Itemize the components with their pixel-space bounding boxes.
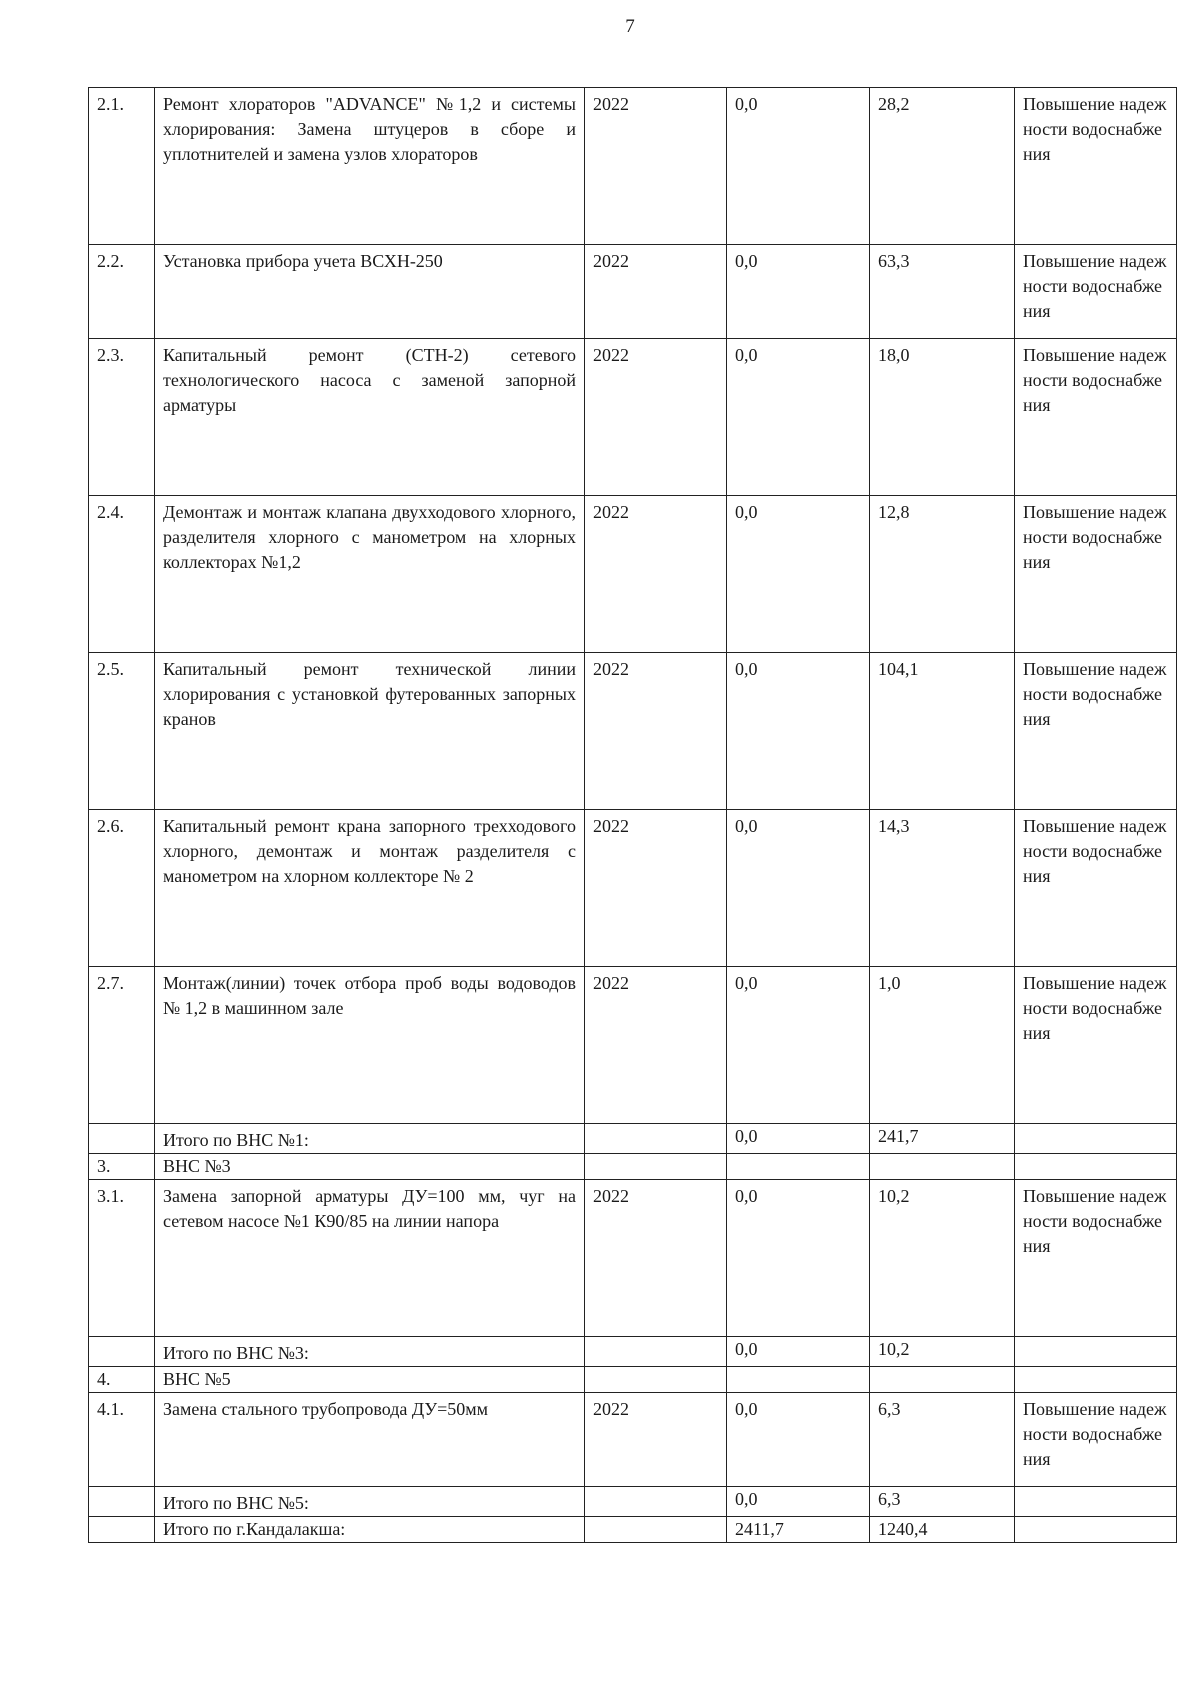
value-2-cell: 1,0 xyxy=(870,967,1015,1124)
value-1-cell: 0,0 xyxy=(727,88,870,245)
value-1-cell: 0,0 xyxy=(727,1393,870,1487)
measure-name: Замена стального трубопровода ДУ=50мм xyxy=(155,1393,585,1487)
year-cell: 2022 xyxy=(585,810,727,967)
table-row xyxy=(89,245,1177,339)
row-number xyxy=(89,1337,155,1367)
year-cell xyxy=(585,1337,727,1367)
value-2-cell xyxy=(870,1154,1015,1180)
year-cell xyxy=(585,1154,727,1180)
value-2-cell: 63,3 xyxy=(870,245,1015,339)
row-number: 2.1. xyxy=(89,88,155,245)
row-number: 4.1. xyxy=(89,1393,155,1487)
value-2-cell: 12,8 xyxy=(870,496,1015,653)
purpose-cell: Повышение надежности водоснабжения xyxy=(1015,1393,1177,1487)
row-number: 2.5. xyxy=(89,653,155,810)
subtotal-row xyxy=(89,1124,1177,1154)
purpose-cell xyxy=(1015,1367,1177,1393)
table-row xyxy=(89,653,1177,810)
table-row xyxy=(89,810,1177,967)
measure-name: Капитальный ремонт (СТН-2) сетевого технологического насоса с заменой запорной арматуры xyxy=(155,339,585,496)
value-1-cell: 0,0 xyxy=(727,1337,870,1367)
value-1-cell: 0,0 xyxy=(727,496,870,653)
year-cell xyxy=(585,1124,727,1154)
value-1-cell: 2411,7 xyxy=(727,1517,870,1543)
purpose-cell: Повышение надежности водоснабжения xyxy=(1015,339,1177,496)
page-number: 7 xyxy=(625,16,635,37)
table-row xyxy=(89,1180,1177,1337)
year-cell: 2022 xyxy=(585,653,727,810)
table-row xyxy=(89,496,1177,653)
table-row xyxy=(89,1393,1177,1487)
row-number xyxy=(89,1487,155,1517)
purpose-cell xyxy=(1015,1337,1177,1367)
value-1-cell: 0,0 xyxy=(727,810,870,967)
section-title: ВНС №3 xyxy=(155,1154,585,1180)
measure-name: Монтаж(линии) точек отбора проб воды водоводов № 1,2 в машинном зале xyxy=(155,967,585,1124)
measure-name: Ремонт хлораторов "ADVANCE" №1,2 и системы хлорирования: Замена штуцеров в сборе и уплотнителей и замена узлов хлораторов xyxy=(155,88,585,245)
value-2-cell: 28,2 xyxy=(870,88,1015,245)
value-1-cell: 0,0 xyxy=(727,653,870,810)
table-row xyxy=(89,339,1177,496)
year-cell xyxy=(585,1487,727,1517)
purpose-cell: Повышение надежности водоснабжения xyxy=(1015,88,1177,245)
subtotal-label: Итого по ВНС №5: xyxy=(155,1487,585,1517)
row-number: 2.7. xyxy=(89,967,155,1124)
year-cell: 2022 xyxy=(585,967,727,1124)
year-cell xyxy=(585,1517,727,1543)
value-2-cell: 241,7 xyxy=(870,1124,1015,1154)
purpose-cell: Повышение надежности водоснабжения xyxy=(1015,810,1177,967)
year-cell: 2022 xyxy=(585,1393,727,1487)
subtotal-row xyxy=(89,1337,1177,1367)
year-cell: 2022 xyxy=(585,1180,727,1337)
value-2-cell: 10,2 xyxy=(870,1337,1015,1367)
year-cell: 2022 xyxy=(585,245,727,339)
year-cell xyxy=(585,1367,727,1393)
section-number: 3. xyxy=(89,1154,155,1180)
section-row xyxy=(89,1367,1177,1393)
value-2-cell: 6,3 xyxy=(870,1487,1015,1517)
measures-table xyxy=(88,87,1177,1543)
row-number xyxy=(89,1517,155,1543)
year-cell: 2022 xyxy=(585,339,727,496)
purpose-cell: Повышение надежности водоснабжения xyxy=(1015,496,1177,653)
value-1-cell xyxy=(727,1154,870,1180)
value-1-cell: 0,0 xyxy=(727,1180,870,1337)
value-2-cell xyxy=(870,1367,1015,1393)
value-1-cell: 0,0 xyxy=(727,339,870,496)
section-title: ВНС №5 xyxy=(155,1367,585,1393)
value-1-cell xyxy=(727,1367,870,1393)
row-number: 2.3. xyxy=(89,339,155,496)
purpose-cell xyxy=(1015,1154,1177,1180)
subtotal-label: Итого по ВНС №1: xyxy=(155,1124,585,1154)
value-1-cell: 0,0 xyxy=(727,967,870,1124)
measure-name: Замена запорной арматуры ДУ=100 мм, чуг на сетевом насосе №1 К90/85 на линии напора xyxy=(155,1180,585,1337)
purpose-cell xyxy=(1015,1124,1177,1154)
purpose-cell xyxy=(1015,1487,1177,1517)
section-row xyxy=(89,1154,1177,1180)
row-number: 2.4. xyxy=(89,496,155,653)
value-2-cell: 104,1 xyxy=(870,653,1015,810)
purpose-cell: Повышение надежности водоснабжения xyxy=(1015,653,1177,810)
measure-name: Капитальный ремонт крана запорного трехходового хлорного, демонтаж и монтаж разделителя с манометром на хлорном коллекторе № 2 xyxy=(155,810,585,967)
measure-name: Демонтаж и монтаж клапана двухходового хлорного, разделителя хлорного с манометром на хлорных коллекторах №1,2 xyxy=(155,496,585,653)
section-number: 4. xyxy=(89,1367,155,1393)
row-number xyxy=(89,1124,155,1154)
subtotal-row xyxy=(89,1487,1177,1517)
value-2-cell: 18,0 xyxy=(870,339,1015,496)
value-1-cell: 0,0 xyxy=(727,245,870,339)
subtotal-label: Итого по ВНС №3: xyxy=(155,1337,585,1367)
value-2-cell: 1240,4 xyxy=(870,1517,1015,1543)
grand-total-label: Итого по г.Кандалакша: xyxy=(155,1517,585,1543)
value-2-cell: 14,3 xyxy=(870,810,1015,967)
purpose-cell: Повышение надежности водоснабжения xyxy=(1015,1180,1177,1337)
measure-name: Капитальный ремонт технической линии хлорирования с установкой футерованных запорных кранов xyxy=(155,653,585,810)
purpose-cell: Повышение надежности водоснабжения xyxy=(1015,967,1177,1124)
year-cell: 2022 xyxy=(585,496,727,653)
value-1-cell: 0,0 xyxy=(727,1487,870,1517)
table-row xyxy=(89,88,1177,245)
year-cell: 2022 xyxy=(585,88,727,245)
value-1-cell: 0,0 xyxy=(727,1124,870,1154)
row-number: 3.1. xyxy=(89,1180,155,1337)
purpose-cell: Повышение надежности водоснабжения xyxy=(1015,245,1177,339)
purpose-cell xyxy=(1015,1517,1177,1543)
table-row xyxy=(89,967,1177,1124)
value-2-cell: 10,2 xyxy=(870,1180,1015,1337)
row-number: 2.2. xyxy=(89,245,155,339)
grand-total-row xyxy=(89,1517,1177,1543)
row-number: 2.6. xyxy=(89,810,155,967)
measure-name: Установка прибора учета ВСХН-250 xyxy=(155,245,585,339)
value-2-cell: 6,3 xyxy=(870,1393,1015,1487)
